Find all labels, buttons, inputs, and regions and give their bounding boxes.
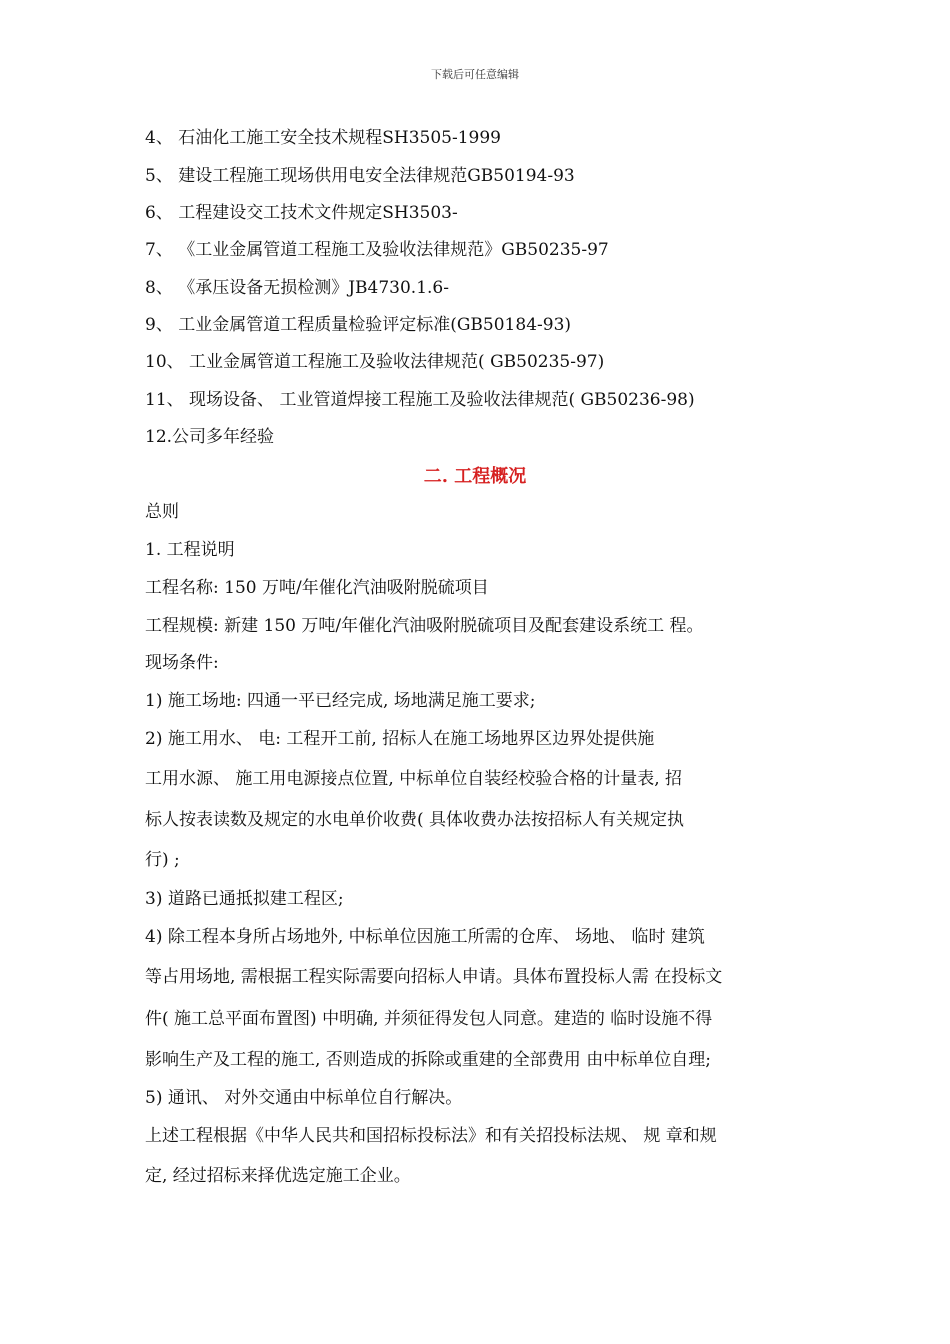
reference-item: 8、 《承压设备无损检测》JB4730.1.6- xyxy=(145,278,449,298)
body-line: 总则 xyxy=(145,502,179,522)
body-line: 标人按表读数及规定的水电单价收费( 具体收费办法按招标人有关规定执 xyxy=(145,810,685,830)
body-line: 件( 施工总平面布置图) 中明确, 并须征得发包人同意。建造的 临时设施不得 xyxy=(145,1009,713,1029)
body-line: 行) ; xyxy=(145,850,180,870)
page-header: 下载后可任意编辑 xyxy=(431,68,519,81)
reference-item: 7、 《工业金属管道工程施工及验收法律规范》GB50235-97 xyxy=(145,240,609,260)
body-line: 现场条件: xyxy=(145,653,219,673)
reference-item: 4、 石油化工施工安全技术规程SH3505-1999 xyxy=(145,128,501,148)
body-line: 5) 通讯、 对外交通由中标单位自行解决。 xyxy=(145,1088,463,1108)
body-line: 工程规模: 新建 150 万吨/年催化汽油吸附脱硫项目及配套建设系统工 程。 xyxy=(145,616,704,636)
body-line: 1. 工程说明 xyxy=(145,540,235,560)
body-line: 定, 经过招标来择优选定施工企业。 xyxy=(145,1166,411,1186)
reference-item: 10、 工业金属管道工程施工及验收法律规范( GB50235-97) xyxy=(145,352,605,372)
reference-item: 11、 现场设备、 工业管道焊接工程施工及验收法律规范( GB50236-98) xyxy=(145,390,695,410)
reference-item: 6、 工程建设交工技术文件规定SH3503- xyxy=(145,203,458,223)
body-line: 等占用场地, 需根据工程实际需要向招标人申请。具体布置投标人需 在投标文 xyxy=(145,967,723,987)
body-line: 上述工程根据《中华人民共和国招标投标法》和有关招投标法规、 规 章和规 xyxy=(145,1126,717,1146)
body-line: 2) 施工用水、 电: 工程开工前, 招标人在施工场地界区边界处提供施 xyxy=(145,729,655,749)
body-line: 影响生产及工程的施工, 否则造成的拆除或重建的全部费用 由中标单位自理; xyxy=(145,1050,711,1070)
body-line: 工程名称: 150 万吨/年催化汽油吸附脱硫项目 xyxy=(145,578,489,598)
body-line: 3) 道路已通抵拟建工程区; xyxy=(145,889,344,909)
body-line: 工用水源、 施工用电源接点位置, 中标单位自装经校验合格的计量表, 招 xyxy=(145,769,683,789)
reference-item: 5、 建设工程施工现场供用电安全法律规范GB50194-93 xyxy=(145,166,575,186)
reference-item: 12.公司多年经验 xyxy=(145,427,275,447)
body-line: 4) 除工程本身所占场地外, 中标单位因施工所需的仓库、 场地、 临时 建筑 xyxy=(145,927,705,947)
body-line: 1) 施工场地: 四通一平已经完成, 场地满足施工要求; xyxy=(145,691,536,711)
section-heading: 二. 工程概况 xyxy=(423,466,527,487)
reference-item: 9、 工业金属管道工程质量检验评定标准(GB50184-93) xyxy=(145,315,572,335)
